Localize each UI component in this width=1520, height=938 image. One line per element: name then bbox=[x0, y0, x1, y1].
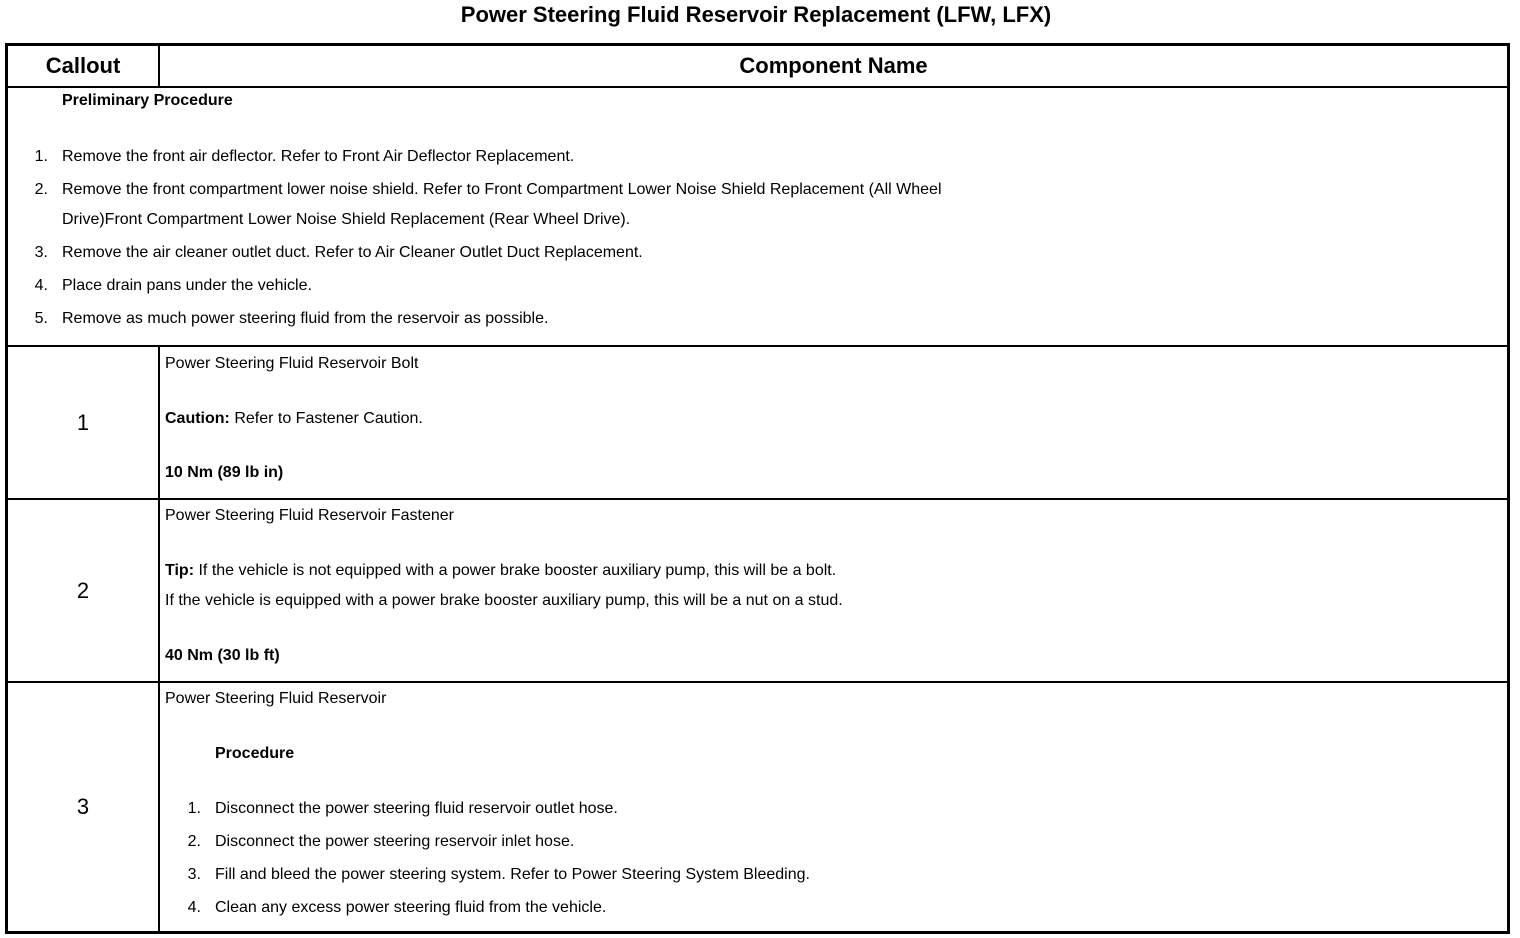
document-title: Power Steering Fluid Reservoir Replacement (LFW, LFX) bbox=[460, 2, 1052, 27]
step-text-continued: Drive)Front Compartment Lower Noise Shield Replacement (Rear Wheel Drive). bbox=[62, 211, 631, 228]
tip-text-continued: If the vehicle is equipped with a power brake booster auxiliary pump, this will be a nut on a stud. bbox=[165, 592, 843, 609]
step-text: Remove the air cleaner outlet duct. Refer to Air Cleaner Outlet Duct Replacement. bbox=[62, 244, 643, 261]
component-name: Power Steering Fluid Reservoir Fastener bbox=[165, 507, 455, 524]
step-number: 2. bbox=[34, 181, 48, 198]
component-name: Power Steering Fluid Reservoir bbox=[165, 690, 387, 707]
torque-spec: 10 Nm (89 lb in) bbox=[165, 464, 284, 481]
step-number: 5. bbox=[34, 310, 48, 327]
tip-label: Tip: bbox=[165, 562, 195, 579]
column-divider bbox=[158, 347, 160, 498]
procedure-table bbox=[5, 43, 1510, 934]
step-text: Remove as much power steering fluid from the reservoir as possible. bbox=[62, 310, 549, 327]
header-component-name: Component Name bbox=[739, 53, 928, 78]
header-callout: Callout bbox=[45, 53, 121, 78]
component-name: Power Steering Fluid Reservoir Bolt bbox=[165, 355, 419, 372]
torque-spec: 40 Nm (30 lb ft) bbox=[165, 647, 280, 664]
step-text: Remove the front compartment lower noise shield. Refer to Front Compartment Lower Noise Shield Replacement (All Wheel bbox=[62, 181, 942, 198]
tip-text: If the vehicle is not equipped with a power brake booster auxiliary pump, this will be a bolt. bbox=[194, 562, 837, 579]
caution-note bbox=[165, 410, 423, 428]
tip-note bbox=[165, 562, 836, 580]
step-text: Disconnect the power steering reservoir inlet hose. bbox=[215, 833, 575, 850]
step-number: 3. bbox=[187, 866, 201, 883]
step-number: 2. bbox=[187, 833, 201, 850]
caution-text: Refer to Fastener Caution. bbox=[229, 410, 423, 427]
caution-label: Caution: bbox=[165, 410, 230, 427]
step-text: Disconnect the power steering fluid reservoir outlet hose. bbox=[215, 800, 618, 817]
step-text: Remove the front air deflector. Refer to Front Air Deflector Replacement. bbox=[62, 148, 575, 165]
callout-number: 2 bbox=[76, 577, 90, 603]
step-number: 3. bbox=[34, 244, 48, 261]
callout-number: 1 bbox=[76, 409, 90, 435]
step-text: Clean any excess power steering fluid from the vehicle. bbox=[215, 899, 607, 916]
column-divider bbox=[158, 683, 160, 931]
step-number: 1. bbox=[187, 800, 201, 817]
procedure-heading: Procedure bbox=[215, 745, 295, 762]
table-header-row bbox=[8, 46, 1507, 88]
step-text: Fill and bleed the power steering system. Refer to Power Steering System Bleeding. bbox=[215, 866, 810, 883]
preliminary-heading: Preliminary Procedure bbox=[62, 92, 233, 109]
column-divider bbox=[158, 500, 160, 681]
table-row bbox=[8, 683, 1507, 931]
table-row bbox=[8, 500, 1507, 683]
table-row bbox=[8, 347, 1507, 500]
step-number: 1. bbox=[34, 148, 48, 165]
preliminary-procedure-row bbox=[8, 88, 1507, 347]
callout-number: 3 bbox=[76, 794, 90, 819]
step-text: Place drain pans under the vehicle. bbox=[62, 277, 312, 294]
step-number: 4. bbox=[34, 277, 48, 294]
step-number: 4. bbox=[187, 899, 201, 916]
